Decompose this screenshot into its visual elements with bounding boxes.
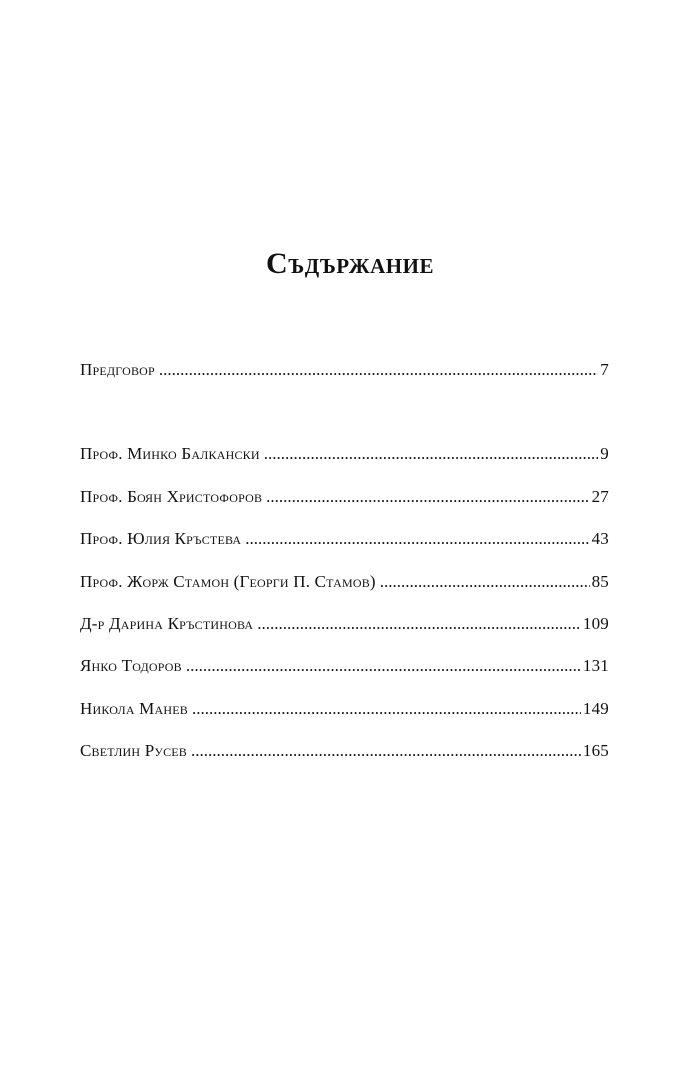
toc-entry-label: Проф. Боян Христофоров <box>80 487 263 506</box>
toc-entry-label: Проф. Минко Балкански <box>80 444 260 463</box>
toc-page-number: 43 <box>591 529 609 548</box>
toc-entry-preface <box>80 358 609 382</box>
toc-entry-label: Янко Тодоров <box>80 656 182 675</box>
toc-entry-label: Светлин Русев <box>80 741 188 760</box>
toc-entry <box>80 654 609 678</box>
toc-dot-leader <box>266 485 589 509</box>
toc-dot-leader <box>264 442 599 466</box>
toc-page-number: 109 <box>582 614 609 633</box>
toc-dot-leader <box>186 654 581 678</box>
toc-dot-leader <box>380 570 590 594</box>
toc-dot-leader <box>257 612 581 636</box>
toc-page-number: 9 <box>600 444 609 463</box>
toc-page-number: 149 <box>582 699 609 718</box>
toc-page-number: 131 <box>582 656 609 675</box>
toc-entry-label: Проф. Юлия Кръстева <box>80 529 242 548</box>
toc-page-number: 85 <box>591 572 609 591</box>
toc-dot-leader <box>245 527 589 551</box>
toc-entry <box>80 527 609 551</box>
toc-entry <box>80 612 609 636</box>
toc-page-number: 7 <box>600 360 609 379</box>
toc-page-number: 27 <box>591 487 609 506</box>
toc-dot-leader <box>192 697 581 721</box>
toc-entry <box>80 570 609 594</box>
toc-entry-label: Проф. Жорж Стамон (Георги П. Стамов) <box>80 572 376 591</box>
toc-dot-leader <box>159 358 598 382</box>
toc-entry-label: Никола Манев <box>80 699 188 718</box>
toc-entry <box>80 739 609 763</box>
toc-dot-leader <box>191 739 581 763</box>
toc-entry-label: Д-р Дарина Кръстинова <box>80 614 254 633</box>
toc-page-number: 165 <box>582 741 609 760</box>
toc-entry <box>80 485 609 509</box>
toc-entry <box>80 442 609 466</box>
toc-entry <box>80 697 609 721</box>
page-title: Съдържание <box>266 247 434 280</box>
toc-entry-label: Предговор <box>80 360 155 379</box>
